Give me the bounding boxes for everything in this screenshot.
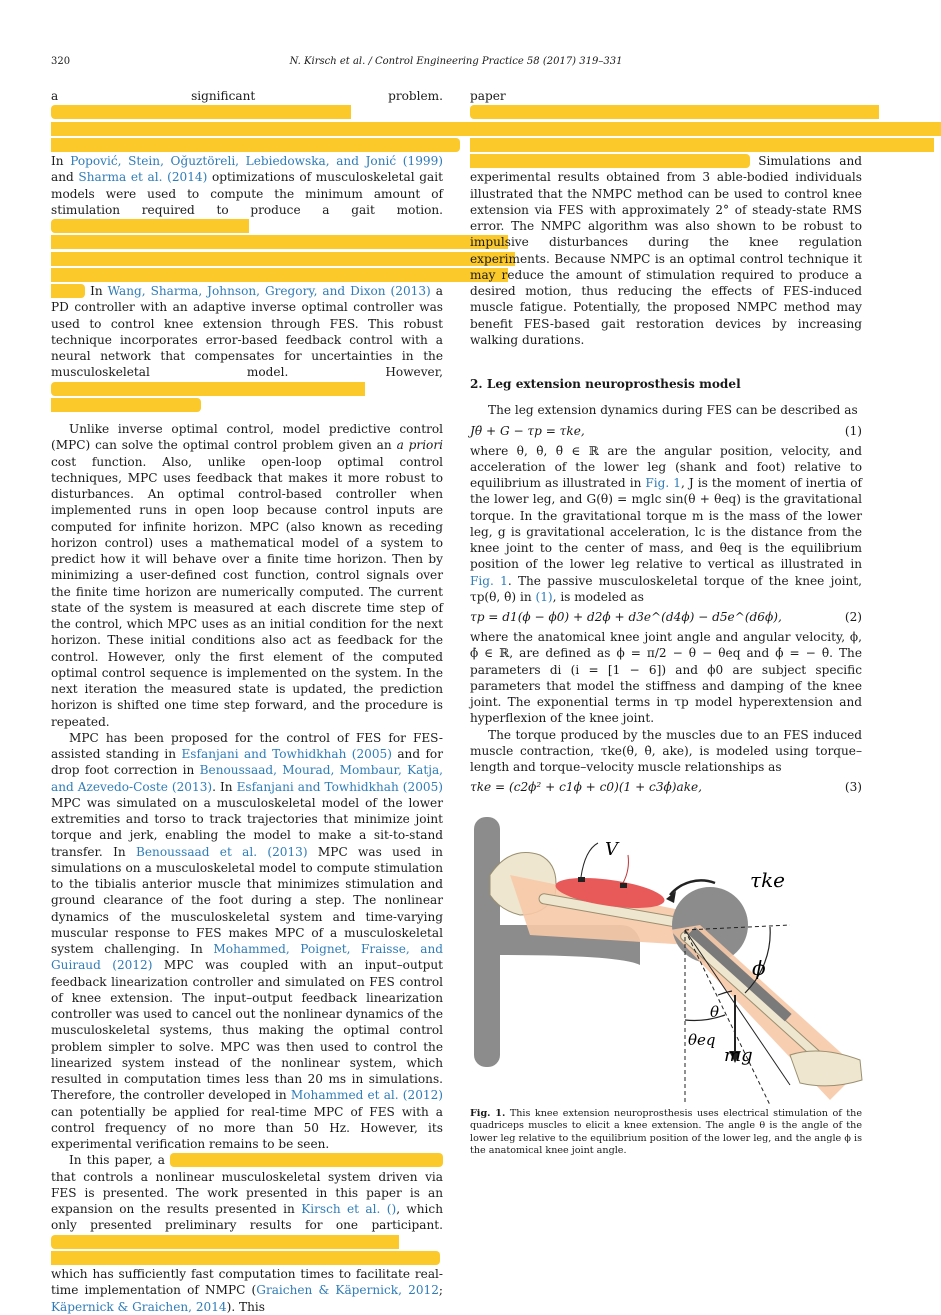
paragraph: In this paper, a that controls a nonlinear musculoskeletal system driven via FES is presented. The work presented in this paper is an expansion on the results presented in Kirsch et al. (), which only presented preliminary results for one participant. which has sufficiently fast computation times to facilitate real-time implementation of NMPC (Graichen & Käpernick, 2012; Käpernick & Graichen, 2014). This bbox=[51, 1153, 443, 1314]
citation-link[interactable]: Wang, Sharma, Johnson, Gregory, and Dixon (2013) bbox=[107, 284, 431, 298]
highlight-redaction bbox=[51, 382, 365, 412]
citation-link[interactable]: Mohammed et al. (2012) bbox=[290, 1088, 443, 1103]
label-phi: ϕ bbox=[752, 956, 766, 980]
paragraph: The torque produced by the muscles due to an FES induced muscle contraction, τke(θ, θ̇, ake), is modeled using torque–length and torque–velocity muscle relationships as bbox=[470, 727, 862, 774]
citation-link[interactable]: Käpernick & Graichen, 2014 bbox=[51, 1299, 227, 1314]
electrode bbox=[578, 877, 585, 882]
paragraph: where θ, θ̇, θ̈ ∈ ℝ are the angular position, velocity, and acceleration of the lower leg (shank and foot) relative to equilibrium as illustrated in Fig. 1, J is the moment of inertia of the lower leg, and G(θ) = mglc sin(θ + θeq) is the gravitational torque. In the gravitational torque m is the mass of the lower leg, g is gravitational acceleration, lc is the distance from the knee joint to the center of mass, and θeq is the equilibrium position of the lower leg relative to vertical as illustrated in Fig. 1. The passive musculoskeletal torque of the knee joint, τp(θ, θ̇) in (1), is modeled as bbox=[470, 443, 862, 604]
electrode-wire bbox=[581, 843, 598, 877]
label-v: V bbox=[605, 839, 618, 860]
citation-link[interactable]: Popović, Stein, Oğuztöreli, Lebiedowska, and Jonić (1999) bbox=[70, 154, 443, 168]
equation-2: τp = d1(ϕ − ϕ0) + d2ϕ̇ + d3e^(d4ϕ) − d5e^(d6ϕ), (2) bbox=[470, 605, 862, 629]
page-number: 320 bbox=[51, 56, 71, 67]
highlight-redaction bbox=[51, 1235, 440, 1265]
citation-link[interactable]: Kirsch et al. () bbox=[301, 1202, 397, 1216]
figure-caption: Fig. 1. This knee extension neuroprosthesis uses electrical stimulation of the quadriceps muscles to elicit a knee extension. The angle θ is the angle of the lower leg relative to the equilibrium position of the lower leg, and the angle ϕ is the anatomical knee joint angle. bbox=[470, 1108, 863, 1157]
label-tau-ke: τke bbox=[750, 868, 786, 892]
highlight-redaction bbox=[51, 105, 515, 152]
figure-illustration bbox=[470, 815, 862, 1105]
citation-link[interactable]: Benoussaad, Mourad, Mombaur, Katja, and Azevedo-Coste (2013) bbox=[51, 763, 444, 794]
section-heading: 2. Leg extension neuroprosthesis model bbox=[470, 377, 741, 391]
paragraph: where the anatomical knee joint angle and angular velocity, ϕ, ϕ̇ ∈ ℝ, are defined as ϕ = π/2 − θ − θeq and ϕ̇ = − θ̇. The parameters di (i = [1 − 6]) and ϕ0 are subject specific parameters that model the stiffness and damping of the knee joint. The exponential terms in τp model hyperextension and hyperflexion of the knee joint. bbox=[470, 630, 862, 726]
page-header bbox=[51, 56, 861, 72]
equation-link[interactable]: (1) bbox=[535, 589, 553, 604]
equation-number: (1) bbox=[844, 423, 862, 438]
paragraph: paper Simulations and experimental results obtained from 3 able-bodied individuals illustrated that the NMPC method can be used to control knee extension via FES with approximately 2° of steady-state RMS error. The NMPC algorithm was also shown to be robust to impulsive disturbances during the knee regulation experiments. Because NMPC is an optimal control technique it may reduce the amount of stimulation required to produce a desired motion, thus reducing the effects of FES-induced muscle fatigue. Potentially, the proposed NMPC method may benefit FES-based gait restoration devices by increasing walking durations. bbox=[470, 88, 862, 348]
citation-link[interactable]: Graichen & Käpernick, 2012 bbox=[256, 1283, 439, 1298]
highlight-redaction bbox=[470, 105, 941, 168]
right-column bbox=[470, 88, 862, 799]
tibia-bone bbox=[679, 930, 834, 1071]
equation-3: τke = (c2ϕ² + c1ϕ + c0)(1 + c3ϕ̇)ake, (3) bbox=[470, 775, 862, 799]
left-column bbox=[51, 88, 443, 1315]
paragraph: MPC has been proposed for the control of FES for FES-assisted standing in Esfanjani and Towhidkhah (2005) and for drop foot correction in Benoussaad, Mourad, Mombaur, Katja, and Azevedo-Coste (2013). In Esfanjani and Towhidkhah (2005) MPC was simulated on a musculoskeletal model of the lower extremities and torso to track trajectories that minimize joint torque and jerk, enabling the model to make a sit-to-stand transfer. In Benoussaad et al. (2013) MPC was used in simulations on a musculoskeletal model to compute stimulation to the tibialis anterior muscle that minimizes stimulation and ground clearance of the foot during a step. The nonlinear dynamics of the musculoskeletal system and time-varying muscular response to FES makes MPC of a musculoskeletal system challenging. In Mohammed, Poignet, Fraisse, and Guiraud (2012) MPC was coupled with an input–output feedback linearization controller and simulated on FES control of knee extension. The input–output feedback linearization controller was used to cancel out the nonlinear dynamics of the musculoskeletal systems, thus making the optimal control problem simpler to solve. MPC was then used to control the linearized system instead of the nonlinear system, which resulted in computation times less than 20 ms in simulations. Therefore, the controller developed in Mohammed et al. (2012) can potentially be applied for real-time MPC of FES with a control frequency of no more than 50 Hz. However, its experimental verification remains to be seen. bbox=[51, 730, 444, 1151]
figure-knee-neuroprosthesis bbox=[470, 815, 862, 1105]
label-mg: mg bbox=[724, 1045, 753, 1066]
citation-link[interactable]: Benoussaad et al. (2013) bbox=[136, 844, 308, 859]
foot-bones bbox=[790, 1051, 862, 1086]
paragraph: The leg extension dynamics during FES can be described as bbox=[488, 403, 858, 418]
electrode bbox=[620, 883, 627, 888]
label-theta-eq: θeq bbox=[688, 1031, 716, 1049]
paragraph: Unlike inverse optimal control, model predictive control (MPC) can solve the optimal control problem given an a priori cost function. Also, unlike open-loop optimal control techniques, MPC uses feedback that makes it more robust to disturbances. An optimal control-based controller when implemented runs in open loop because control inputs are computed for infinite horizon. MPC (also known as receding horizon control) uses a mathematical model of a system to predict how it will behave over a finite time horizon. Then by minimizing a user-defined cost function, control signals over the finite time horizon are numerically computed. The current state of the system is measured at each discrete time step of the control, which MPC uses as an initial condition for the next horizon. These initial conditions also act as feedback for the control. However, only the first element of the computed optimal control sequence is implemented on the system. In the next iteration the measured state is updated, the prediction horizon is shifted one time step forward, and the procedure is repeated. bbox=[51, 422, 443, 729]
paragraph: a significant problem. In Popović, Stein, Oğuztöreli, Lebiedowska, and Jonić (1999) and Sharma et al. (2014) optimizations of musculoskeletal gait models were used to compute the minimum amount of stimulation required to produce a gait motion. In Wang, Sharma, Johnson, Gregory, and Dixon (2013) a PD controller with an adaptive inverse optimal controller was used to control knee extension through FES. This robust technique incorporates error-based feedback control with a neural network that compensates for uncertainties in the musculoskeletal model. However, bbox=[51, 88, 443, 413]
equation-number: (3) bbox=[844, 780, 862, 795]
citation-link[interactable]: Esfanjani and Towhidkhah (2005) bbox=[181, 747, 392, 761]
label-theta: θ bbox=[710, 1003, 720, 1021]
equation-number: (2) bbox=[844, 610, 862, 624]
citation-link[interactable]: Sharma et al. (2014) bbox=[78, 170, 208, 185]
equation-1: Jθ̈ + G − τp = τke, (1) bbox=[470, 419, 862, 443]
citation-link[interactable]: Mohammed, Poignet, Fraisse, and Guiraud (2012) bbox=[51, 942, 443, 973]
figure-link[interactable]: Fig. 1 bbox=[470, 573, 508, 588]
citation-link[interactable]: Esfanjani and Towhidkhah (2005) bbox=[236, 779, 444, 794]
journal-citation: N. Kirsch et al. / Control Engineering Practice 58 (2017) 319–331 bbox=[289, 56, 623, 67]
electrode-wire bbox=[623, 855, 628, 883]
figure-link[interactable]: Fig. 1 bbox=[645, 476, 681, 490]
highlight-redaction bbox=[170, 1153, 443, 1167]
